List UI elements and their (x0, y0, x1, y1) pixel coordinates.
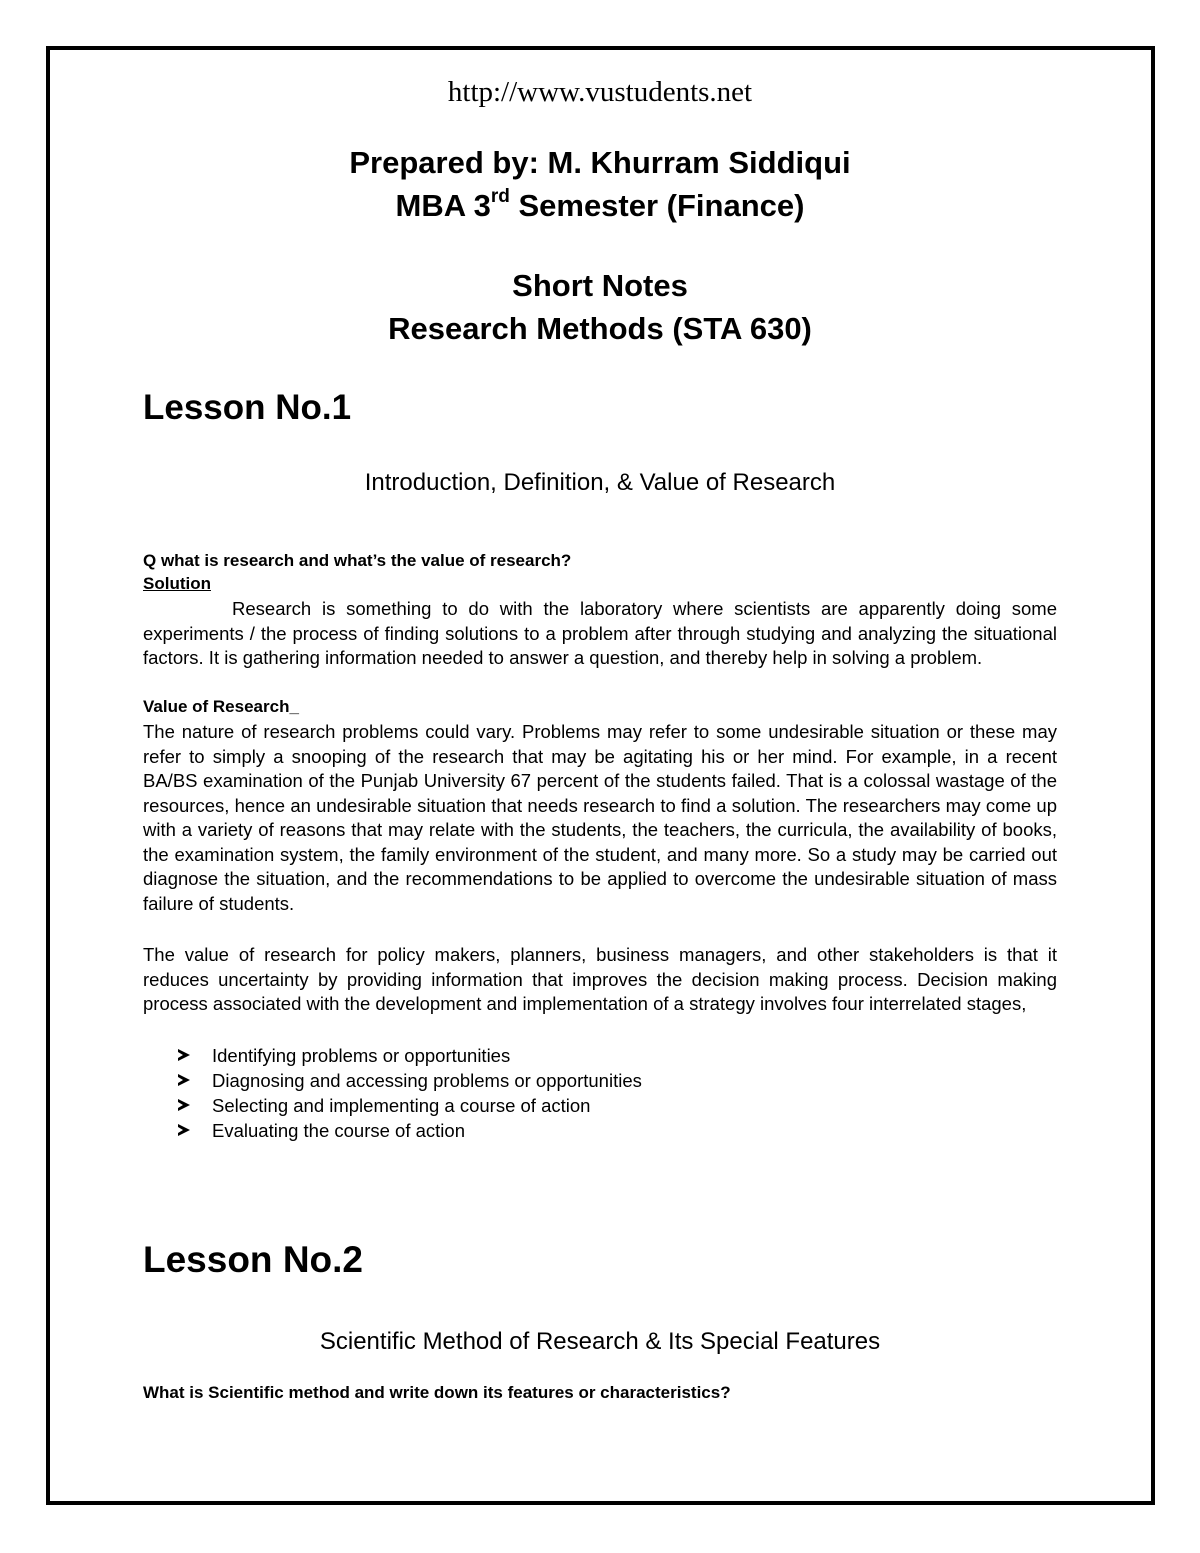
lesson-2-subtitle: Scientific Method of Research & Its Special Features (319, 1328, 881, 1355)
short-notes-title: Short Notes (512, 268, 688, 303)
arrowhead-bullet-icon (178, 1124, 190, 1136)
course-title: Research Methods (STA 630) (388, 311, 812, 346)
arrowhead-bullet-icon (178, 1074, 190, 1086)
value-paragraph-1: The nature of research problems could vary. Problems may refer to some undesirable situation or these may refer to simply a snooping of the research that may be agitating his or her mind. For example, in a recent BA/BS examination of the Punjab University 67 percent of the students failed. That is a colossal wastage of the resources, hence an undesirable situation that needs research to find a solution. The researchers may come up with a variety of reasons that may relate with the students, the teachers, the curricula, the availability of books, the examination system, the family environment of the student, and many more. So a study may be carried out diagnose the situation, and the recommendations to be applied to overcome the undesirable situation of mass failure of students. (143, 721, 1057, 914)
value-of-research-label: Value of Research_ (143, 697, 299, 716)
solution-paragraph: Research is something to do with the laboratory where scientists are apparently doing some experiments / the process of finding solutions to a problem after through studying and analyzing the situational factors. It is gathering information needed to answer a question, and thereby help in solving a problem. (143, 598, 1057, 668)
list-item: Diagnosing and accessing problems or opportunities (178, 1068, 642, 1093)
arrowhead-bullet-icon (178, 1049, 190, 1061)
ordinal-suffix: rd (490, 186, 510, 207)
prepared-by: Prepared by: M. Khurram Siddiqui (349, 145, 851, 180)
solution-label: Solution (143, 574, 211, 593)
list-item: Evaluating the course of action (178, 1118, 642, 1143)
lesson-2-heading: Lesson No.2 (143, 1239, 363, 1280)
list-item: Identifying problems or opportunities (178, 1043, 642, 1068)
decision-stages-list (178, 1043, 642, 1143)
lesson-1-question: Q what is research and what’s the value of research? (143, 551, 572, 570)
lesson-1-subtitle: Introduction, Definition, & Value of Research (364, 469, 836, 496)
value-paragraph-2: The value of research for policy makers, planners, business managers, and other stakeholders is that it reduces uncertainty by providing information that improves the decision making process. Decision making process associated with the development and implementation of a strategy involves four interrelated stages, (143, 944, 1057, 1014)
lesson-2-question: What is Scientific method and write down its features or characteristics? (143, 1383, 731, 1402)
lesson-1-heading: Lesson No.1 (143, 388, 352, 427)
list-item: Selecting and implementing a course of action (178, 1093, 642, 1118)
arrowhead-bullet-icon (178, 1099, 190, 1111)
program-line: MBA 3rd Semester (Finance) (395, 186, 805, 223)
source-url: http://www.vustudents.net (447, 76, 753, 108)
